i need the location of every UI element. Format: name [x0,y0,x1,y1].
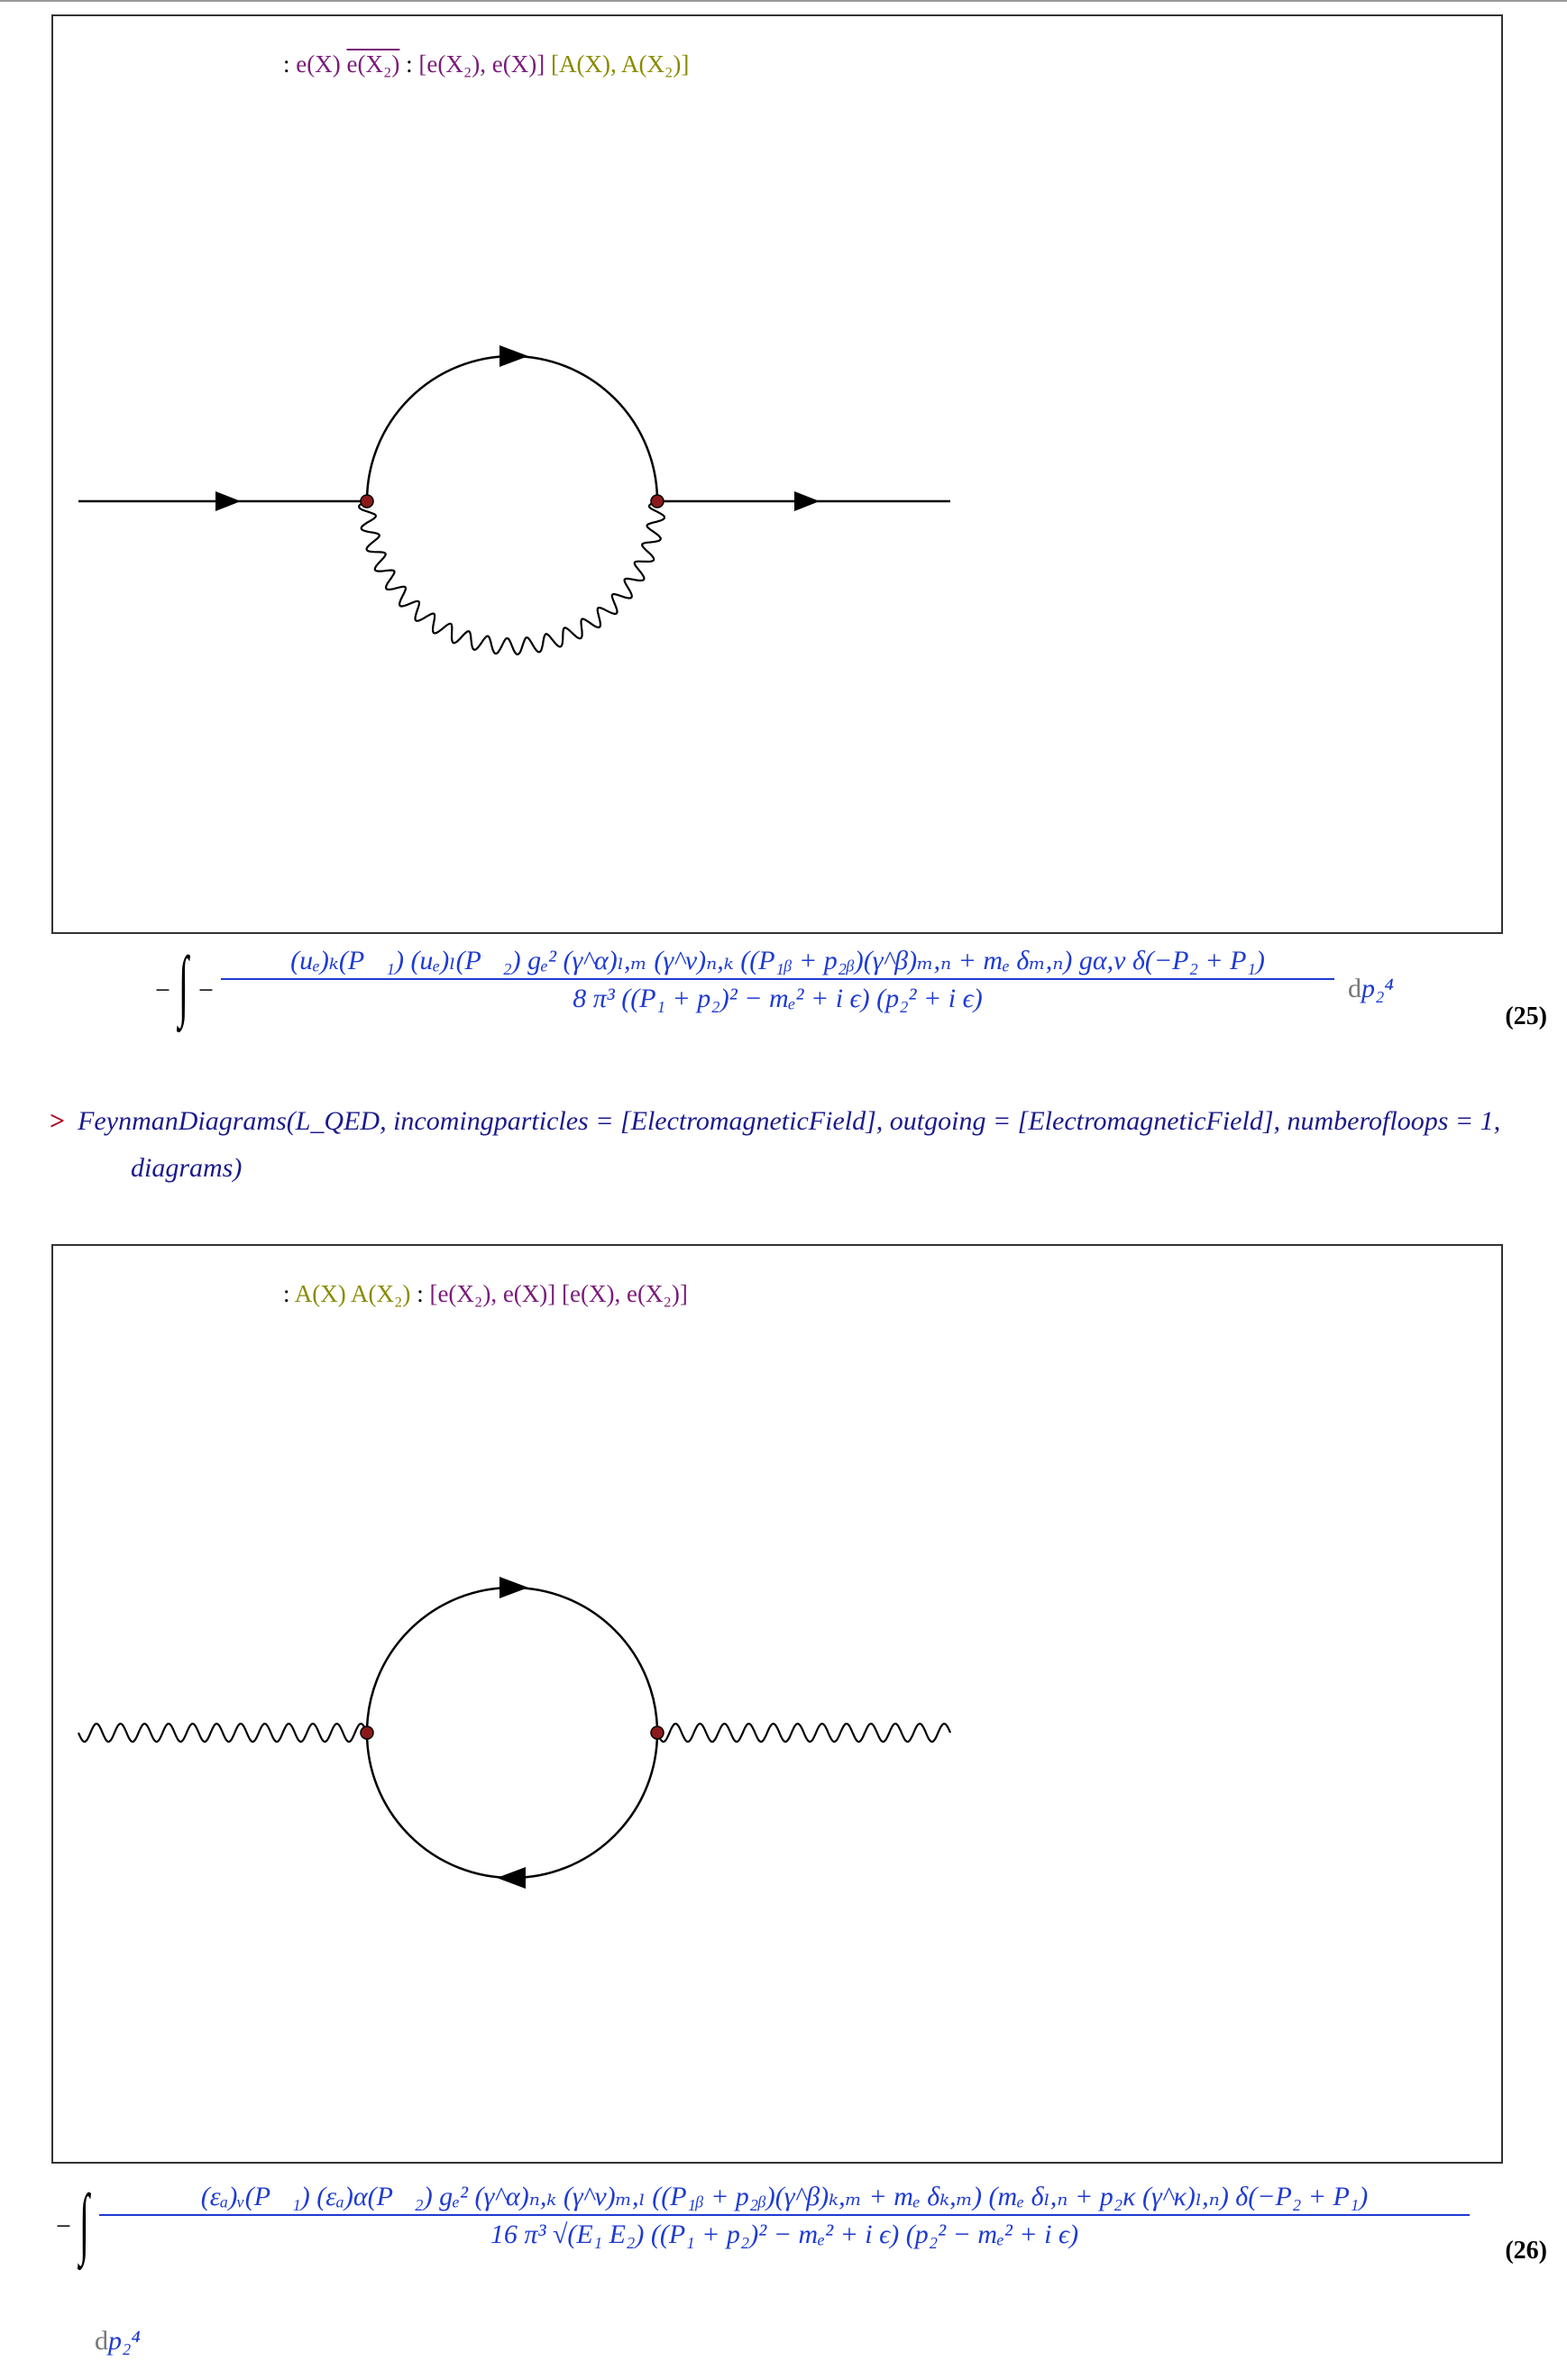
header-field-2: e(X₂) [346,50,400,78]
sign: − [155,975,170,1005]
header-field-2: A(X₂) [351,1280,411,1307]
integral-sign: ∫ [179,939,188,1030]
header-propagator-2: [e(X), e(X₂)] [562,1280,688,1307]
denominator: 8 π³ ((P₁ + p₂)² − mₑ² + i ϵ) (p₂² + i ϵ) [573,984,983,1013]
equation-number: (25) [1505,1002,1547,1030]
electron-loop [367,1588,657,1878]
header-prefix: : [283,50,290,78]
command-line-2: diagrams) [131,1153,243,1183]
expression-25 [0,938,1567,1082]
fraction [221,945,1334,1014]
maple-command[interactable] [50,1098,1500,1192]
header-propagator-electron: [e(X₂), e(X)] [418,50,545,78]
diagram-graphic [53,16,1505,936]
header-propagator-1: [e(X₂), e(X)] [429,1280,556,1307]
inner-sign: − [198,975,214,1005]
header-field-1: A(X) [294,1280,346,1307]
loop-electron-arc [367,356,657,501]
differential: dp₂⁴ [1348,974,1394,1003]
vertex-right [651,1726,664,1739]
feynman-diagram-electron-self-energy [51,14,1503,934]
arrow-icon [215,491,241,511]
prompt-icon: > [50,1106,66,1136]
header-sep: : [406,50,413,78]
denominator: 16 π³ √(E₁ E₂) ((P₁ + p₂)² − mₑ² + i ϵ) (p₂² − mₑ² + i ϵ) [490,2220,1079,2249]
incoming-photon-line [78,1724,367,1742]
loop-photon-line [359,501,664,654]
sign: − [56,2211,71,2241]
arrow-icon [499,345,528,367]
outgoing-photon-line [657,1724,950,1742]
command-line-1: FeynmanDiagrams(L_QED, incomingparticles = [ElectromagneticField], outgoing = [ElectromagneticField], numberofloops = 1, [78,1106,1501,1136]
equation-number: (26) [1505,2237,1547,2265]
top-divider [0,0,1567,2]
header-prefix: : [283,1280,290,1307]
differential: dp₂⁴ [95,2326,141,2356]
vertex-left [361,495,373,508]
diagram-graphic [53,1246,1505,2165]
header-field-1: e(X) [296,50,341,78]
expression-26 [0,2168,1567,2375]
numerator: (uₑ)ₖ(P⃗₁) (uₑ)ₗ(P⃗₂) gₑ² (γ^α)ₗ,ₘ (γ^ν)ₙ,ₖ ((P₁ᵦ + p₂ᵦ)(γ^β)ₘ,ₙ + mₑ δₘ,ₙ) gα,ν δ(−P₂ + P₁) [290,946,1265,975]
arrow-icon [499,1577,528,1598]
arrow-icon [794,491,820,511]
header-sep: : [417,1280,424,1307]
numerator: (εₐ)ᵥ(P⃗₁) (εₐ)α(P⃗₂) gₑ² (γ^α)ₙ,ₖ (γ^ν)ₘ,ₗ ((P₁ᵦ + p₂ᵦ)(γ^β)ₖ,ₘ + mₑ δₖ,ₘ) (mₑ δₗ,ₙ + p₂κ (γ^κ)ₗ,ₙ) δ(−P₂ + P₁) [200,2182,1369,2211]
header-propagator-photon: [A(X), A(X₂)] [550,50,690,78]
vertex-right [651,495,664,508]
integral-sign: ∫ [79,2177,89,2267]
fraction [99,2181,1470,2250]
vertex-left [361,1726,373,1739]
arrow-icon [497,1867,526,1889]
feynman-diagram-vacuum-polarization [51,1244,1503,2164]
